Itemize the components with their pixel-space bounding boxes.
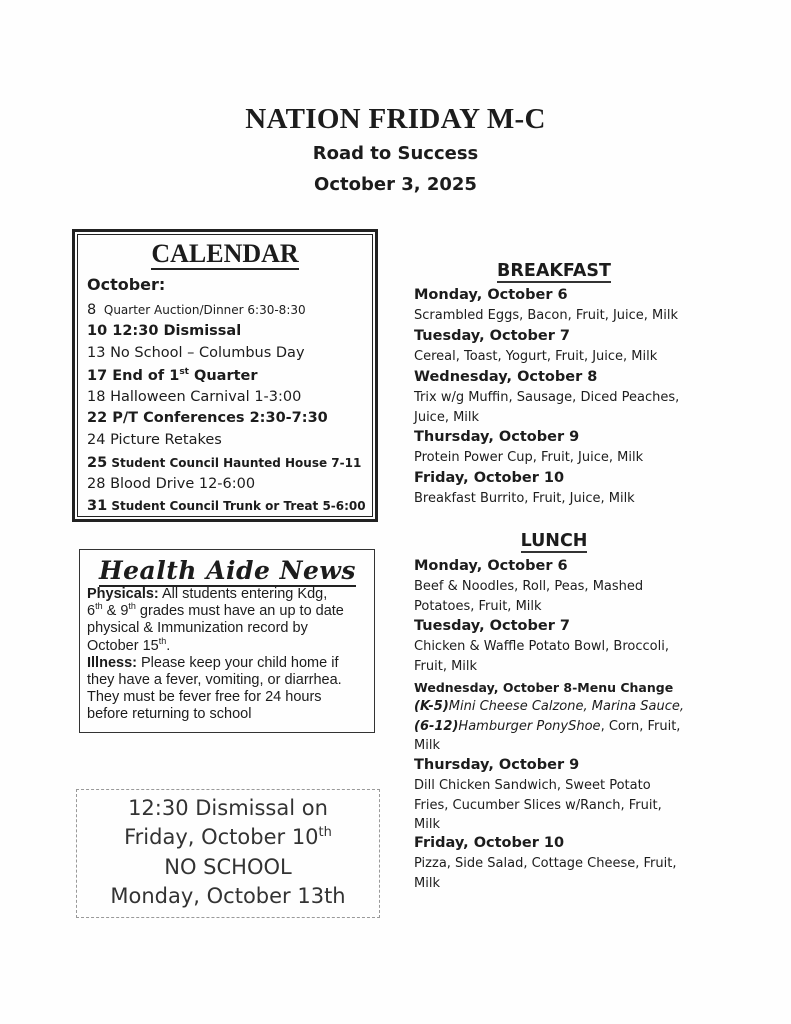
health-news-title: Health Aide News bbox=[99, 556, 356, 585]
illness-label: Illness: bbox=[87, 654, 137, 671]
lunch-menu: Beef & Noodles, Roll, Peas, Mashed Potatoes, Fruit, Milk bbox=[414, 579, 644, 614]
lunch-day: Wednesday, October 8-Menu Change bbox=[414, 680, 674, 695]
dismissal-line: Friday, October 10th bbox=[124, 825, 332, 849]
breakfast-day: Tuesday, October 7 bbox=[414, 328, 571, 344]
lunch-day: Friday, October 10 bbox=[414, 835, 565, 851]
lunch-menu: (K-5)Mini Cheese Calzone, Marina Sauce, (6-12)Hamburger PonyShoe, Corn, Fruit, Milk bbox=[414, 699, 684, 753]
lunch-day: Thursday, October 9 bbox=[414, 757, 580, 773]
physicals-label: Physicals: bbox=[87, 586, 159, 602]
breakfast-day: Friday, October 10 bbox=[414, 470, 565, 486]
lunch-day: Tuesday, October 7 bbox=[414, 618, 571, 634]
lunch-day: Monday, October 6 bbox=[414, 558, 568, 574]
breakfast-menu: Trix w/g Muffin, Sausage, Diced Peaches, Juice, Milk bbox=[414, 390, 680, 425]
calendar-event: 31 Student Council Trunk or Treat 5-6:00 bbox=[87, 498, 366, 514]
calendar-title: CALENDAR bbox=[151, 239, 299, 268]
breakfast-menu: Protein Power Cup, Fruit, Juice, Milk bbox=[414, 450, 644, 465]
health-news-body: Physicals: All students entering Kdg, 6th & 9th grades must have an up to date physical & Immunization record by October 15th. Illness: Please keep your child home if they have a fever, vomiting, or diarrhea. They must be fever free for 24 hours before returning to school bbox=[87, 586, 344, 723]
breakfast-menu: Cereal, Toast, Yogurt, Fruit, Juice, Milk bbox=[414, 349, 658, 364]
dismissal-line: 12:30 Dismissal on bbox=[128, 796, 328, 820]
calendar-event: 22 P/T Conferences 2:30-7:30 bbox=[87, 410, 328, 426]
lunch-menu: Chicken & Waffle Potato Bowl, Broccoli, Fruit, Milk bbox=[414, 639, 669, 674]
breakfast-day: Thursday, October 9 bbox=[414, 429, 580, 445]
no-school-date-line: Monday, October 13th bbox=[110, 884, 346, 908]
lunch-title: LUNCH bbox=[520, 531, 588, 551]
calendar-event: 25 Student Council Haunted House 7-11 bbox=[87, 455, 362, 471]
no-school-line: NO SCHOOL bbox=[164, 855, 292, 879]
newsletter-title: NATION FRIDAY M-C bbox=[245, 103, 546, 135]
calendar-month: October: bbox=[87, 275, 166, 294]
calendar-event: 8 Quarter Auction/Dinner 6:30-8:30 bbox=[87, 302, 306, 318]
calendar-event: 28 Blood Drive 12-6:00 bbox=[87, 476, 256, 492]
breakfast-title: BREAKFAST bbox=[497, 261, 611, 281]
lunch-menu: Dill Chicken Sandwich, Sweet Potato Fries, Cucumber Slices w/Ranch, Fruit, Milk bbox=[414, 778, 662, 832]
calendar-event: 24 Picture Retakes bbox=[87, 432, 222, 448]
newsletter-date: October 3, 2025 bbox=[314, 174, 477, 195]
calendar-event: 10 12:30 Dismissal bbox=[87, 323, 242, 339]
breakfast-menu: Scrambled Eggs, Bacon, Fruit, Juice, Milk bbox=[414, 308, 679, 323]
breakfast-menu: Breakfast Burrito, Fruit, Juice, Milk bbox=[414, 491, 635, 506]
calendar-event: 17 End of 1st Quarter bbox=[87, 367, 258, 384]
calendar-event: 18 Halloween Carnival 1-3:00 bbox=[87, 389, 302, 405]
newsletter-subtitle: Road to Success bbox=[312, 143, 479, 164]
lunch-menu: Pizza, Side Salad, Cottage Cheese, Fruit, Milk bbox=[414, 856, 677, 891]
calendar-event: 13 No School – Columbus Day bbox=[87, 345, 305, 361]
breakfast-day: Wednesday, October 8 bbox=[414, 369, 598, 385]
breakfast-day: Monday, October 6 bbox=[414, 287, 568, 303]
